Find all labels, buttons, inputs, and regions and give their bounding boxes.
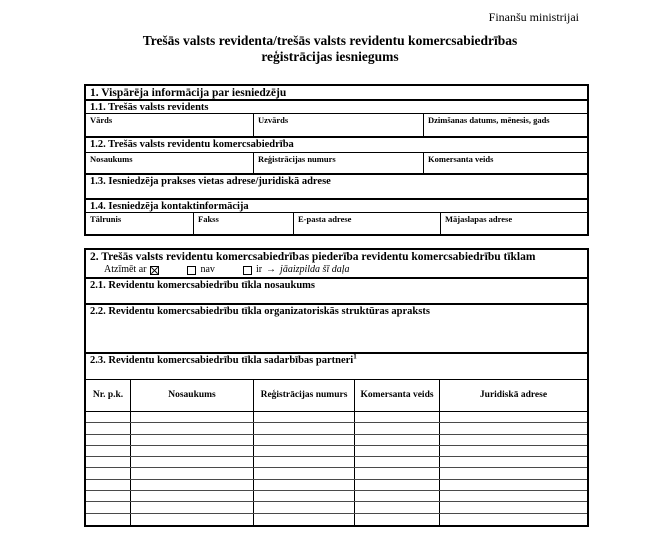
partner-cell[interactable] [86,491,131,501]
partner-cell[interactable] [254,480,355,490]
field-dzimsanas-datums-label: Dzimšanas datums, mēnesis, gads [428,115,550,125]
partner-cell[interactable] [254,491,355,501]
document-title [0,33,645,65]
partner-cell[interactable] [86,502,131,512]
partner-cell[interactable] [355,435,440,445]
partner-cell[interactable] [131,502,254,512]
partners-col-komersanta-veids: Komersanta veids [355,380,440,411]
section-1-2-header: 1.2. Trešās valsts revidentu komercsabiedrība [86,138,587,153]
section-1-3-header[interactable]: 1.3. Iesniedzēja prakses vietas adrese/juridiskā adrese [86,175,587,200]
partners-table-header [86,380,587,412]
partner-cell[interactable] [355,468,440,478]
partner-cell[interactable] [440,457,587,467]
checkbox-ir[interactable] [243,266,252,275]
section-2-header-row [86,250,587,279]
partner-cell[interactable] [86,435,131,445]
partner-row [86,491,587,502]
field-uzvards-label: Uzvārds [258,115,289,125]
partner-cell[interactable] [86,468,131,478]
field-epasta-adrese[interactable] [294,213,441,234]
contact-fields-row [86,213,587,234]
partner-row [86,514,587,525]
footnote-ref: 1 [353,354,357,361]
partner-cell[interactable] [355,423,440,433]
checkbox-example-checked-icon [150,266,159,275]
partner-cell[interactable] [254,457,355,467]
partners-col-nr-pk: Nr. p.k. [86,380,131,411]
option-ir-label: ir [255,264,263,275]
network-membership-table [84,248,589,527]
partner-row [86,480,587,491]
section-2-header: 2. Trešās valsts revidentu komercsabiedrības piederība revidentu komercsabiedrību tīklam [90,251,536,263]
partner-cell[interactable] [355,502,440,512]
partner-row [86,435,587,446]
partners-col-juridiska-adrese: Juridiskā adrese [479,390,548,400]
partner-row [86,412,587,423]
partner-cell[interactable] [131,514,254,525]
field-dzimsanas-datums[interactable] [424,114,587,136]
recipient-label: Finanšu ministrijai [488,10,579,24]
partner-cell[interactable] [355,514,440,525]
partner-cell[interactable] [440,491,587,501]
partner-cell[interactable] [131,480,254,490]
partner-cell[interactable] [131,423,254,433]
checkbox-nav[interactable] [187,266,196,275]
partner-cell[interactable] [131,446,254,456]
section-2-1-header[interactable]: 2.1. Revidentu komercsabiedrību tīkla nosaukums [86,279,587,305]
partner-cell[interactable] [254,435,355,445]
auditor-fields-row [86,114,587,138]
partner-row [86,423,587,434]
partner-cell[interactable] [355,412,440,422]
partner-cell[interactable] [440,514,587,525]
field-majaslapas-adrese[interactable] [441,213,587,234]
field-komersanta-veids[interactable] [424,153,587,173]
partner-cell[interactable] [355,446,440,456]
field-komersanta-veids-label: Komersanta veids [428,154,494,164]
section-2-3-header-text: 2.3. Revidentu komercsabiedrību tīkla sadarbības partneri [90,355,354,366]
field-fakss[interactable] [194,213,294,234]
section-1-header: 1. Vispārēja informācija par iesniedzēju [86,86,587,101]
partners-table-rows [86,412,587,525]
mark-instruction-label: Atzīmēt ar [104,264,147,275]
partner-cell[interactable] [440,502,587,512]
mark-instruction-line [86,264,587,276]
document-title-line1: Trešās valsts revidenta/trešās valsts revidentu komercsabiedrības [142,33,518,48]
arrow-icon: → [266,264,277,275]
partner-row [86,446,587,457]
field-vards[interactable] [86,114,254,136]
section-1-1-header: 1.1. Trešās valsts revidents [86,101,587,114]
option-nav-label: nav [200,264,215,275]
document-title-line2: reģistrācijas iesniegums [261,49,399,64]
partner-cell[interactable] [254,446,355,456]
general-info-table [84,84,589,236]
field-epasta-adrese-label: E-pasta adrese [298,214,352,224]
partner-cell[interactable] [440,468,587,478]
field-talrunis-label: Tālrunis [90,214,122,224]
partner-cell[interactable] [254,412,355,422]
partner-cell[interactable] [86,514,131,525]
partner-cell[interactable] [440,446,587,456]
field-nosaukums[interactable] [86,153,254,173]
section-2-2-header[interactable]: 2.2. Revidentu komercsabiedrību tīkla organizatoriskās struktūras apraksts [86,305,587,354]
partner-cell[interactable] [440,480,587,490]
partner-cell[interactable] [440,435,587,445]
firm-fields-row [86,153,587,175]
field-uzvards[interactable] [254,114,424,136]
partner-cell[interactable] [86,480,131,490]
partner-cell[interactable] [355,491,440,501]
ir-note-label: jāaizpilda šī daļa [280,264,350,275]
partner-cell[interactable] [86,457,131,467]
partner-cell[interactable] [86,446,131,456]
partner-cell[interactable] [440,412,587,422]
partner-cell[interactable] [86,412,131,422]
field-fakss-label: Fakss [198,214,219,224]
partner-cell[interactable] [131,412,254,422]
field-nosaukums-label: Nosaukums [90,154,133,164]
partner-cell[interactable] [254,423,355,433]
partner-cell[interactable] [86,423,131,433]
partner-cell[interactable] [355,457,440,467]
partner-cell[interactable] [254,502,355,512]
section-1-4-header: 1.4. Iesniedzēja kontaktinformācija [86,200,587,213]
field-talrunis[interactable] [86,213,194,234]
partner-cell[interactable] [440,423,587,433]
partner-cell[interactable] [131,468,254,478]
partner-cell[interactable] [254,468,355,478]
field-registracijas-numurs-label: Reģistrācijas numurs [258,154,336,164]
partner-row [86,468,587,479]
partner-cell[interactable] [131,435,254,445]
partner-cell[interactable] [131,491,254,501]
field-registracijas-numurs[interactable] [254,153,424,173]
section-2-3-header[interactable] [86,354,587,380]
partners-col-registracijas-numurs: Reģistrācijas numurs [254,380,355,411]
partner-cell[interactable] [254,514,355,525]
partner-row [86,457,587,468]
partners-col-nosaukums: Nosaukums [131,380,254,411]
field-majaslapas-adrese-label: Mājaslapas adrese [445,214,513,224]
partner-row [86,502,587,513]
partner-cell[interactable] [355,480,440,490]
partner-cell[interactable] [131,457,254,467]
field-vards-label: Vārds [90,115,113,125]
